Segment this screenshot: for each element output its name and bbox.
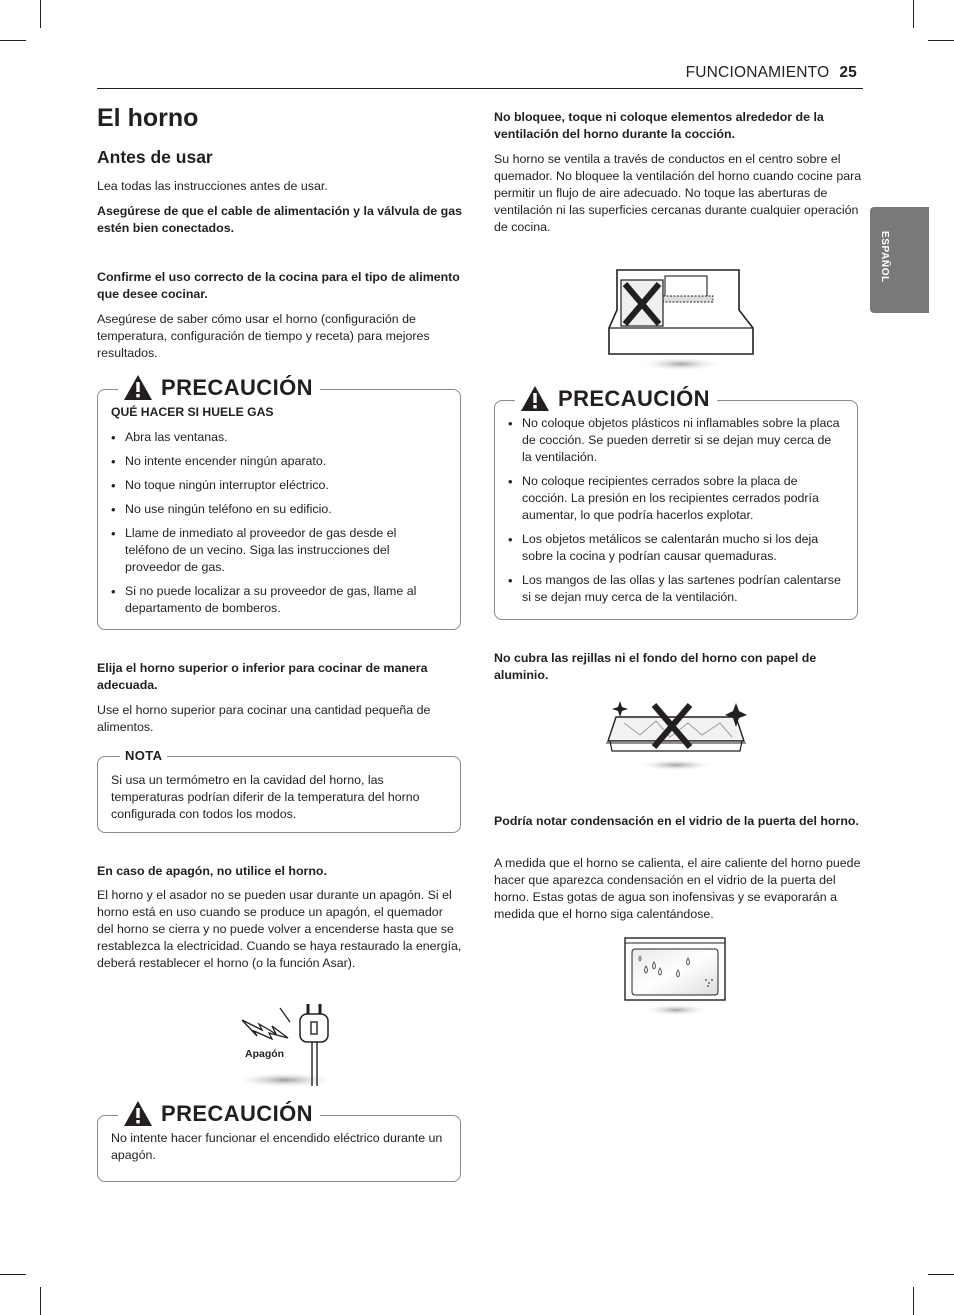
condensation-figure [622, 936, 730, 1022]
crop-mark [928, 1274, 954, 1275]
crop-mark [40, 1287, 41, 1315]
oven-door-condensation-icon [622, 936, 730, 1022]
caution-title-text: PRECAUCIÓN [161, 374, 313, 400]
header-rule [97, 88, 863, 89]
caution-text: No intente hacer funcionar el encendido eléctrico durante un apagón. [111, 1131, 443, 1162]
paragraph: Su horno se ventila a través de conductos en el centro sobre el quemador. No bloquee la ventilación del horno cuando cocine para permitir un flujo de aire adecuado. No toque las aberturas de ventilación ni las superficies cercanas durante cualquier operación de cocina. [494, 152, 862, 234]
caution-list [111, 429, 441, 624]
crop-mark [0, 40, 26, 41]
warning-icon [123, 1100, 153, 1127]
caution-box-gas [97, 374, 461, 630]
bold-paragraph: Asegúrese de que el cable de alimentación y la válvula de gas estén bien conectados. [97, 204, 462, 235]
note-title: NOTA [120, 748, 167, 763]
page-title: El horno [97, 104, 199, 132]
crop-mark [913, 1287, 914, 1315]
caution-title-text: PRECAUCIÓN [161, 1100, 313, 1126]
paragraph: A medida que el horno se calienta, el aire caliente del horno puede hacer que aparezca condensación en el vidrio de la puerta del horno. Estas gotas de agua son inofensivas y se evaporarán a medida que el horno siga calentándose. [494, 856, 861, 921]
running-header [686, 64, 857, 82]
bold-paragraph: No bloquee, toque ni coloque elementos alrededor de la ventilación del horno durante la cocción. [494, 110, 824, 141]
crop-mark [40, 0, 41, 28]
list-item: • No coloque recipientes cerrados sobre la placa de cocción. La presión en los recipientes cerrados podría aumentar, lo que podría hacerlos explotar. [508, 473, 843, 524]
list-item: • Llame de inmediato al proveedor de gas desde el teléfono de un vecino. Siga las instrucciones del proveedor de gas. [111, 525, 441, 576]
vent-figure [603, 266, 759, 376]
bold-paragraph: Elija el horno superior o inferior para cocinar de manera adecuada. [97, 661, 428, 692]
list-item: • No toque ningún interruptor eléctrico. [111, 477, 441, 494]
list-item: • No intente encender ningún aparato. [111, 453, 441, 470]
paragraph: El horno y el asador no se pueden usar durante un apagón. Si el horno está en uso cuando se produce un apagón, el quemador del horno se cierra y no puede volver a encenderse hasta que se restablezca la electricidad. Cuando se haya restaurado la energía, deberá restablecer el horno (o la función Asar). [97, 888, 462, 970]
power-outage-figure [228, 1000, 348, 1092]
crop-mark [928, 40, 954, 41]
caution-heading: QUÉ HACER SI HUELE GAS [111, 405, 274, 419]
page-number: 25 [839, 64, 857, 81]
language-tab [870, 207, 929, 313]
caution-box-outage [97, 1100, 461, 1182]
bold-paragraph: Confirme el uso correcto de la cocina para el tipo de alimento que desee cocinar. [97, 270, 460, 301]
range-vent-icon [603, 266, 759, 376]
caution-title [118, 374, 320, 401]
caution-box-vent [494, 385, 858, 620]
list-item: • Los mangos de las ollas y las sartenes podrían calentarse si se dejan muy cerca de la ventilación. [508, 572, 843, 606]
note-box [97, 748, 461, 833]
language-tab-label: ESPAÑOL [879, 231, 890, 283]
list-item: • No coloque objetos plásticos ni inflamables sobre la placa de cocción. Se pueden derretir si se dejan muy cerca de la ventilación. [508, 415, 843, 466]
header-section: FUNCIONAMIENTO [685, 64, 830, 81]
caution-title [515, 385, 717, 412]
list-item: • No use ningún teléfono en su edificio. [111, 501, 441, 518]
list-item: • Abra las ventanas. [111, 429, 441, 446]
crop-mark [0, 1274, 26, 1275]
power-plug-icon [228, 1000, 348, 1092]
bold-paragraph: Podría notar condensación en el vidrio de la puerta del horno. [494, 814, 859, 828]
caution-list [508, 415, 843, 613]
list-item: • Si no puede localizar a su proveedor de gas, llame al departamento de bomberos. [111, 583, 441, 617]
caution-title [118, 1100, 320, 1127]
section-subtitle: Antes de usar [97, 147, 213, 167]
figure-label: Apagón [245, 1048, 285, 1060]
bold-paragraph: No cubra las rejillas ni el fondo del horno con papel de aluminio. [494, 651, 817, 682]
caution-title-text: PRECAUCIÓN [558, 385, 710, 411]
paragraph: Lea todas las instrucciones antes de usar. [97, 179, 328, 193]
note-text: Si usa un termómetro en la cavidad del horno, las temperaturas podrían diferir de la temperatura del horno configurada con todos los modos. [111, 773, 420, 821]
warning-icon [520, 385, 550, 412]
crop-mark [913, 0, 914, 28]
foil-figure [600, 697, 752, 777]
warning-icon [123, 374, 153, 401]
paragraph: Asegúrese de saber cómo usar el horno (configuración de temperatura, configuración de tiempo y receta) para mejores resultados. [97, 312, 430, 360]
bold-paragraph: En caso de apagón, no utilice el horno. [97, 864, 327, 878]
oven-rack-foil-icon [600, 697, 752, 777]
list-item: • Los objetos metálicos se calentarán mucho si los deja sobre la cocina y podrían causar quemaduras. [508, 531, 843, 565]
paragraph: Use el horno superior para cocinar una cantidad pequeña de alimentos. [97, 703, 431, 734]
